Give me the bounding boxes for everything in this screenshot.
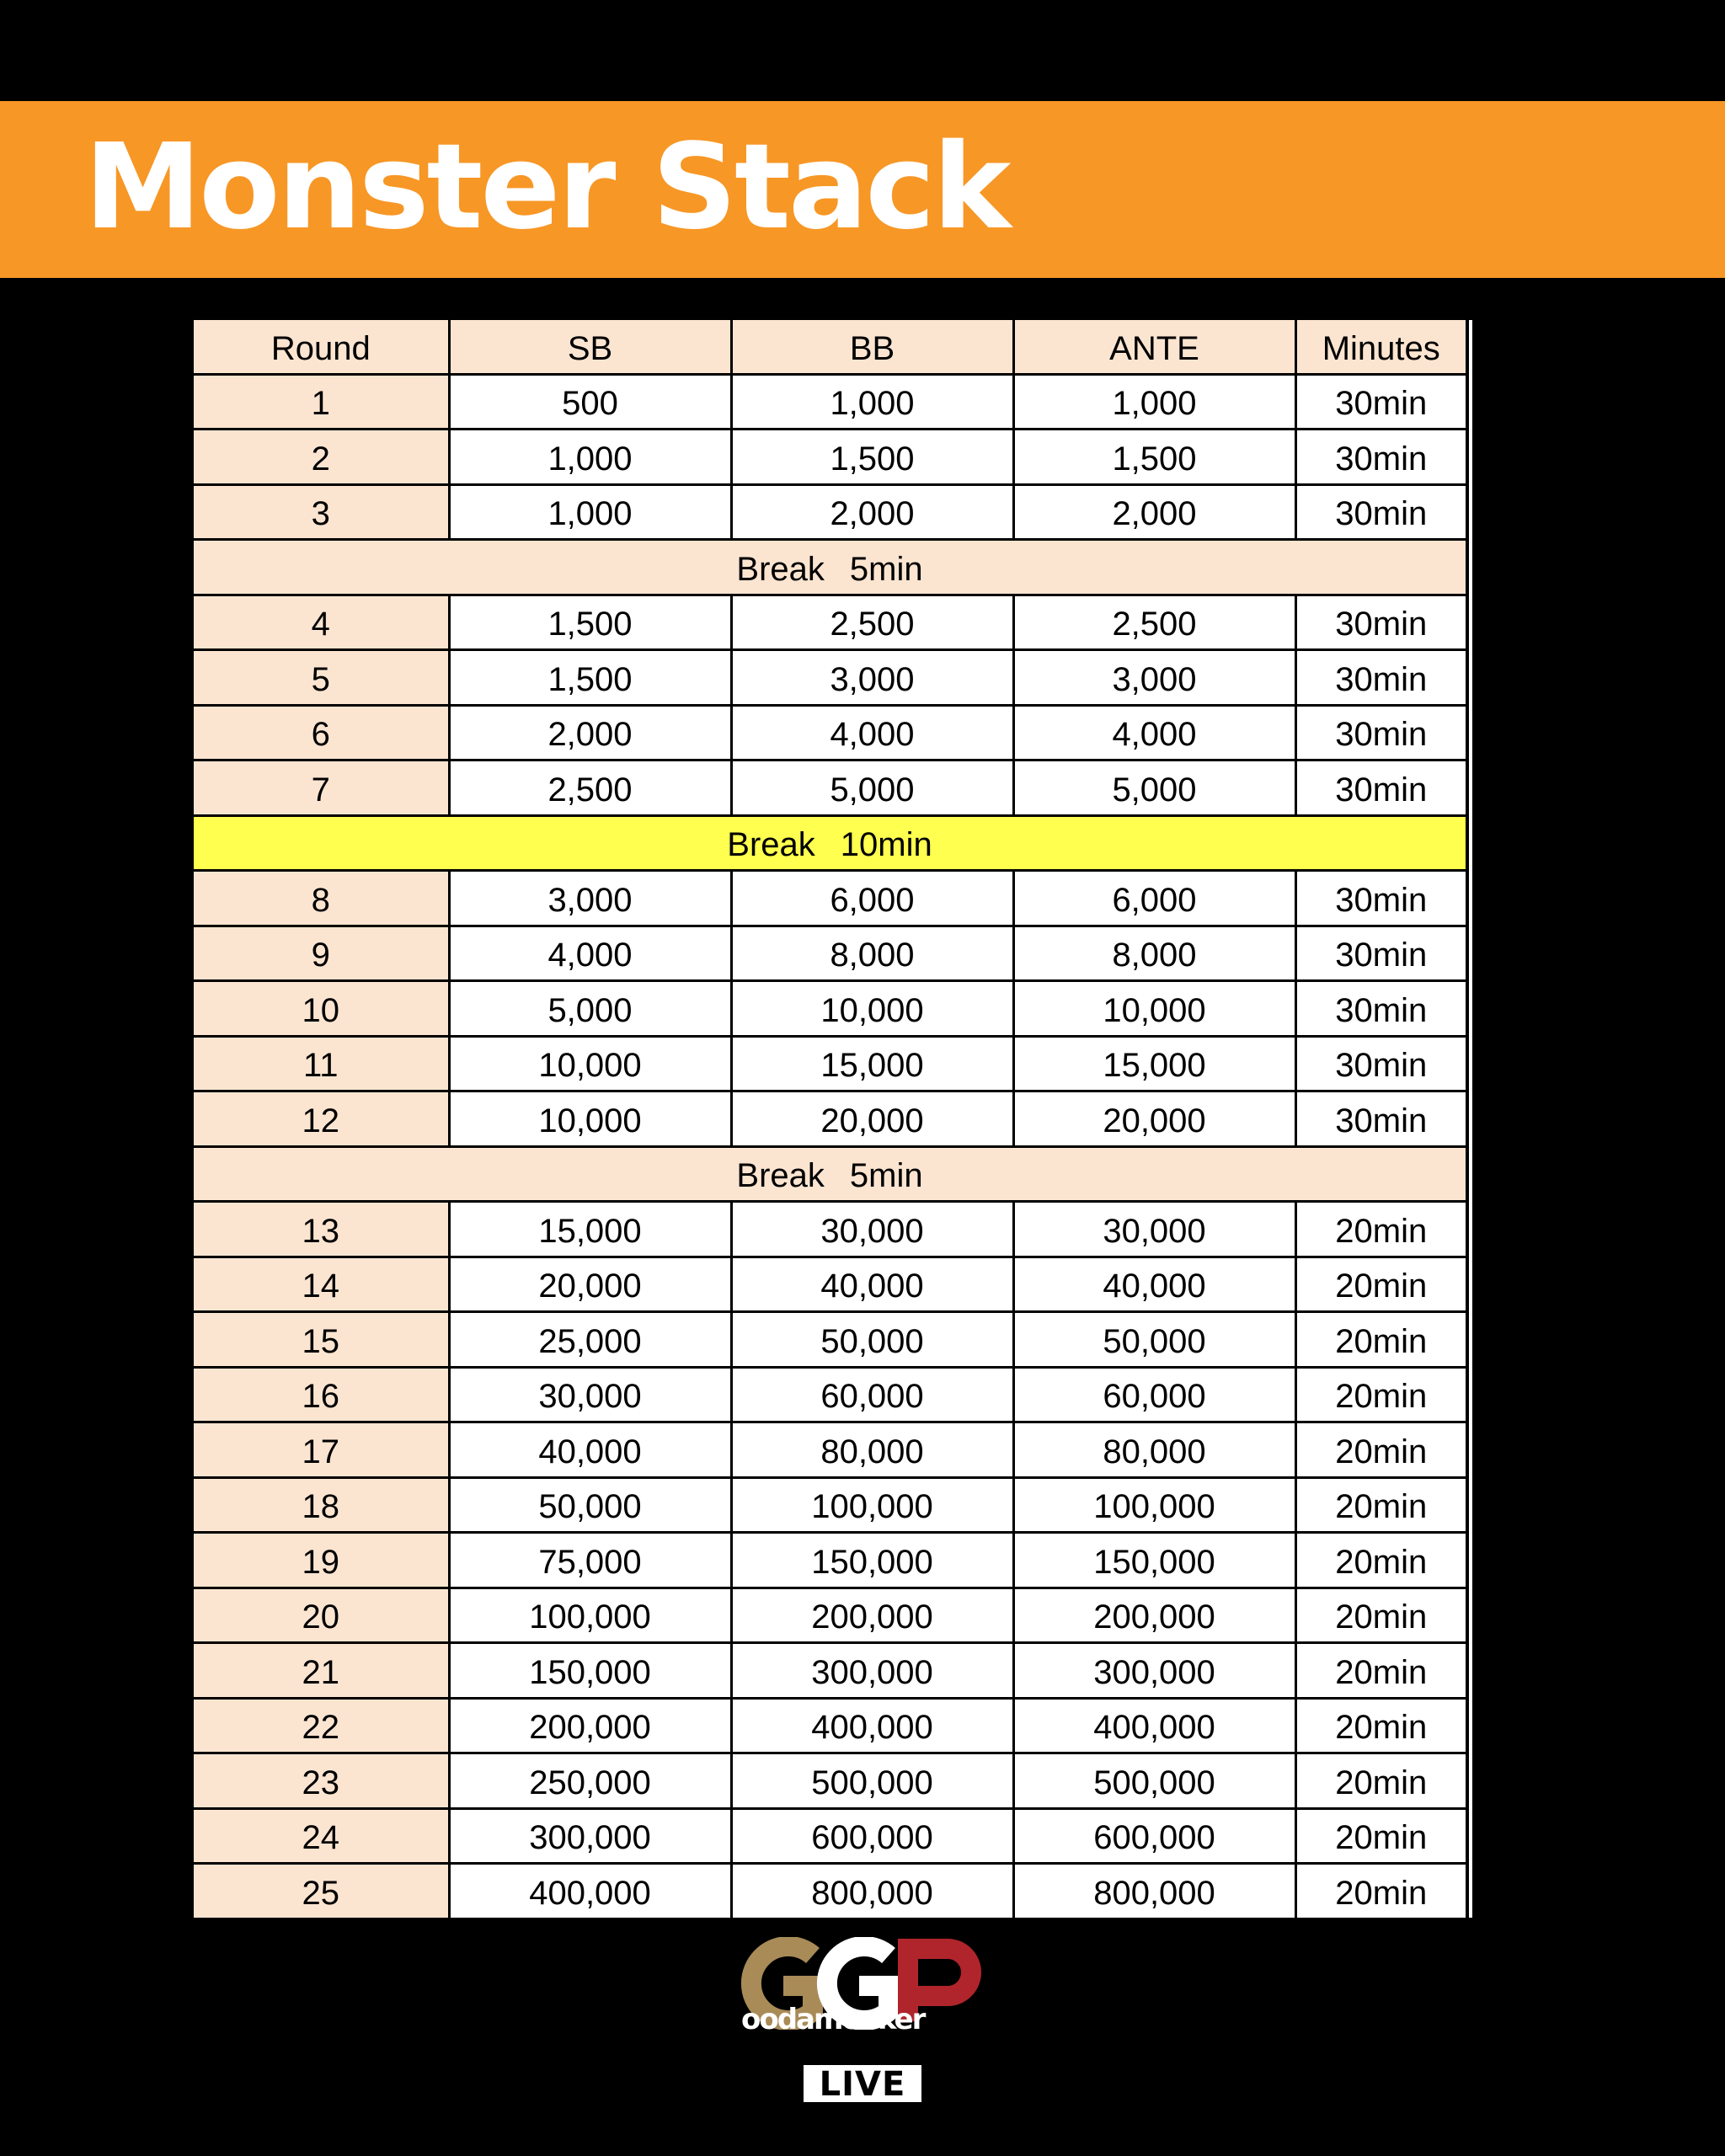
round-cell: 16 xyxy=(194,1367,449,1422)
ante-cell: 15,000 xyxy=(1013,1036,1295,1091)
minutes-cell: 20min xyxy=(1295,1864,1466,1918)
round-cell: 10 xyxy=(194,981,449,1037)
sb-cell: 30,000 xyxy=(449,1367,731,1422)
ante-cell: 80,000 xyxy=(1013,1422,1295,1478)
sb-cell: 400,000 xyxy=(449,1864,731,1918)
ante-cell: 500,000 xyxy=(1013,1753,1295,1809)
sb-cell: 2,000 xyxy=(449,705,731,760)
ante-cell: 10,000 xyxy=(1013,981,1295,1037)
bb-cell: 6,000 xyxy=(731,871,1013,926)
minutes-cell: 30min xyxy=(1295,926,1466,981)
break-label: Break xyxy=(736,550,825,588)
header-bb: BB xyxy=(731,320,1013,374)
sb-cell: 1,500 xyxy=(449,650,731,706)
minutes-cell: 20min xyxy=(1295,1257,1466,1312)
ante-cell: 2,000 xyxy=(1013,484,1295,540)
minutes-cell: 30min xyxy=(1295,1036,1466,1091)
table-row xyxy=(194,374,1466,430)
round-cell: 5 xyxy=(194,650,449,706)
ante-cell: 2,500 xyxy=(1013,595,1295,650)
round-cell: 8 xyxy=(194,871,449,926)
bb-cell: 20,000 xyxy=(731,1091,1013,1147)
sb-cell: 25,000 xyxy=(449,1312,731,1368)
minutes-cell: 30min xyxy=(1295,760,1466,816)
bb-cell: 100,000 xyxy=(731,1477,1013,1533)
blind-structure-table-container xyxy=(194,320,1472,1918)
bb-cell: 30,000 xyxy=(731,1202,1013,1257)
table-header-row xyxy=(194,320,1466,374)
break-row xyxy=(194,815,1466,871)
title-banner xyxy=(0,101,1725,278)
minutes-cell: 20min xyxy=(1295,1588,1466,1643)
bb-cell: 500,000 xyxy=(731,1753,1013,1809)
sb-cell: 500 xyxy=(449,374,731,430)
minutes-cell: 30min xyxy=(1295,871,1466,926)
sb-cell: 1,500 xyxy=(449,595,731,650)
ante-cell: 4,000 xyxy=(1013,705,1295,760)
bb-cell: 15,000 xyxy=(731,1036,1013,1091)
header-minutes: Minutes xyxy=(1295,320,1466,374)
bb-cell: 600,000 xyxy=(731,1808,1013,1864)
table-row xyxy=(194,1477,1466,1533)
ante-cell: 5,000 xyxy=(1013,760,1295,816)
sb-cell: 3,000 xyxy=(449,871,731,926)
table-row xyxy=(194,926,1466,981)
sb-cell: 300,000 xyxy=(449,1808,731,1864)
ggpoker-live-logo xyxy=(724,1937,1002,2114)
ante-cell: 150,000 xyxy=(1013,1533,1295,1588)
bb-cell: 1,000 xyxy=(731,374,1013,430)
round-cell: 22 xyxy=(194,1698,449,1753)
sb-cell: 40,000 xyxy=(449,1422,731,1478)
ante-cell: 8,000 xyxy=(1013,926,1295,981)
sb-cell: 4,000 xyxy=(449,926,731,981)
minutes-cell: 20min xyxy=(1295,1202,1466,1257)
sb-cell: 1,000 xyxy=(449,484,731,540)
table-row xyxy=(194,1422,1466,1478)
break-label: Break xyxy=(736,1157,825,1194)
bb-cell: 50,000 xyxy=(731,1312,1013,1368)
bb-cell: 2,500 xyxy=(731,595,1013,650)
round-cell: 6 xyxy=(194,705,449,760)
ante-cell: 40,000 xyxy=(1013,1257,1295,1312)
table-row xyxy=(194,1036,1466,1091)
round-cell: 1 xyxy=(194,374,449,430)
sb-cell: 20,000 xyxy=(449,1257,731,1312)
break-duration: 10min xyxy=(840,826,932,863)
sb-cell: 100,000 xyxy=(449,1588,731,1643)
ante-cell: 6,000 xyxy=(1013,871,1295,926)
break-cell xyxy=(194,815,1466,871)
header-round: Round xyxy=(194,320,449,374)
bb-cell: 1,500 xyxy=(731,430,1013,485)
blind-structure-table xyxy=(194,320,1466,1918)
table-row xyxy=(194,484,1466,540)
bb-cell: 4,000 xyxy=(731,705,1013,760)
round-cell: 24 xyxy=(194,1808,449,1864)
sb-cell: 2,500 xyxy=(449,760,731,816)
bb-cell: 2,000 xyxy=(731,484,1013,540)
table-row xyxy=(194,760,1466,816)
table-row xyxy=(194,1588,1466,1643)
round-cell: 15 xyxy=(194,1312,449,1368)
bb-cell: 3,000 xyxy=(731,650,1013,706)
sb-cell: 10,000 xyxy=(449,1091,731,1147)
round-cell: 2 xyxy=(194,430,449,485)
ante-cell: 100,000 xyxy=(1013,1477,1295,1533)
minutes-cell: 30min xyxy=(1295,595,1466,650)
minutes-cell: 30min xyxy=(1295,1091,1466,1147)
live-badge: LIVE xyxy=(802,2063,923,2104)
break-duration: 5min xyxy=(849,1157,923,1194)
break-cell xyxy=(194,1146,1466,1202)
minutes-cell: 20min xyxy=(1295,1533,1466,1588)
minutes-cell: 30min xyxy=(1295,650,1466,706)
minutes-cell: 30min xyxy=(1295,430,1466,485)
minutes-cell: 20min xyxy=(1295,1422,1466,1478)
table-row xyxy=(194,1698,1466,1753)
header-sb: SB xyxy=(449,320,731,374)
minutes-cell: 20min xyxy=(1295,1753,1466,1809)
ante-cell: 200,000 xyxy=(1013,1588,1295,1643)
table-row xyxy=(194,1864,1466,1918)
round-cell: 21 xyxy=(194,1643,449,1699)
ante-cell: 400,000 xyxy=(1013,1698,1295,1753)
ante-cell: 30,000 xyxy=(1013,1202,1295,1257)
ante-cell: 20,000 xyxy=(1013,1091,1295,1147)
table-row xyxy=(194,1312,1466,1368)
sb-cell: 150,000 xyxy=(449,1643,731,1699)
minutes-cell: 30min xyxy=(1295,484,1466,540)
table-row xyxy=(194,430,1466,485)
bb-cell: 5,000 xyxy=(731,760,1013,816)
break-label: Break xyxy=(727,826,815,863)
ante-cell: 1,500 xyxy=(1013,430,1295,485)
table-row xyxy=(194,981,1466,1037)
table-body xyxy=(194,374,1466,1918)
bb-cell: 80,000 xyxy=(731,1422,1013,1478)
sb-cell: 15,000 xyxy=(449,1202,731,1257)
minutes-cell: 20min xyxy=(1295,1367,1466,1422)
ante-cell: 3,000 xyxy=(1013,650,1295,706)
minutes-cell: 20min xyxy=(1295,1477,1466,1533)
bb-cell: 200,000 xyxy=(731,1588,1013,1643)
table-row xyxy=(194,1367,1466,1422)
ante-cell: 50,000 xyxy=(1013,1312,1295,1368)
bb-cell: 40,000 xyxy=(731,1257,1013,1312)
round-cell: 17 xyxy=(194,1422,449,1478)
minutes-cell: 30min xyxy=(1295,374,1466,430)
break-row xyxy=(194,1146,1466,1202)
ante-cell: 60,000 xyxy=(1013,1367,1295,1422)
sb-cell: 1,000 xyxy=(449,430,731,485)
break-cell xyxy=(194,540,1466,595)
table-row xyxy=(194,1753,1466,1809)
round-cell: 9 xyxy=(194,926,449,981)
round-cell: 19 xyxy=(194,1533,449,1588)
table-row xyxy=(194,1643,1466,1699)
table-row xyxy=(194,871,1466,926)
round-cell: 20 xyxy=(194,1588,449,1643)
round-cell: 12 xyxy=(194,1091,449,1147)
bb-cell: 60,000 xyxy=(731,1367,1013,1422)
ante-cell: 1,000 xyxy=(1013,374,1295,430)
sb-cell: 200,000 xyxy=(449,1698,731,1753)
minutes-cell: 20min xyxy=(1295,1808,1466,1864)
minutes-cell: 30min xyxy=(1295,705,1466,760)
table-row xyxy=(194,650,1466,706)
table-row xyxy=(194,1257,1466,1312)
ante-cell: 800,000 xyxy=(1013,1864,1295,1918)
round-cell: 18 xyxy=(194,1477,449,1533)
sb-cell: 10,000 xyxy=(449,1036,731,1091)
break-row xyxy=(194,540,1466,595)
round-cell: 7 xyxy=(194,760,449,816)
table-row xyxy=(194,595,1466,650)
logo-wordmark: oodameoker xyxy=(741,2003,925,2036)
break-duration: 5min xyxy=(849,550,923,588)
sb-cell: 50,000 xyxy=(449,1477,731,1533)
minutes-cell: 20min xyxy=(1295,1698,1466,1753)
bb-cell: 300,000 xyxy=(731,1643,1013,1699)
minutes-cell: 30min xyxy=(1295,981,1466,1037)
page-title: Monster Stack xyxy=(84,119,1009,256)
minutes-cell: 20min xyxy=(1295,1312,1466,1368)
table-row xyxy=(194,1533,1466,1588)
round-cell: 11 xyxy=(194,1036,449,1091)
table-row xyxy=(194,1091,1466,1147)
round-cell: 13 xyxy=(194,1202,449,1257)
minutes-cell: 20min xyxy=(1295,1643,1466,1699)
ante-cell: 600,000 xyxy=(1013,1808,1295,1864)
sb-cell: 250,000 xyxy=(449,1753,731,1809)
header-ante: ANTE xyxy=(1013,320,1295,374)
round-cell: 14 xyxy=(194,1257,449,1312)
bb-cell: 10,000 xyxy=(731,981,1013,1037)
bb-cell: 150,000 xyxy=(731,1533,1013,1588)
table-row xyxy=(194,705,1466,760)
bb-cell: 8,000 xyxy=(731,926,1013,981)
ante-cell: 300,000 xyxy=(1013,1643,1295,1699)
round-cell: 25 xyxy=(194,1864,449,1918)
bb-cell: 400,000 xyxy=(731,1698,1013,1753)
round-cell: 3 xyxy=(194,484,449,540)
sb-cell: 75,000 xyxy=(449,1533,731,1588)
table-row xyxy=(194,1202,1466,1257)
round-cell: 23 xyxy=(194,1753,449,1809)
table-row xyxy=(194,1808,1466,1864)
bb-cell: 800,000 xyxy=(731,1864,1013,1918)
sb-cell: 5,000 xyxy=(449,981,731,1037)
round-cell: 4 xyxy=(194,595,449,650)
